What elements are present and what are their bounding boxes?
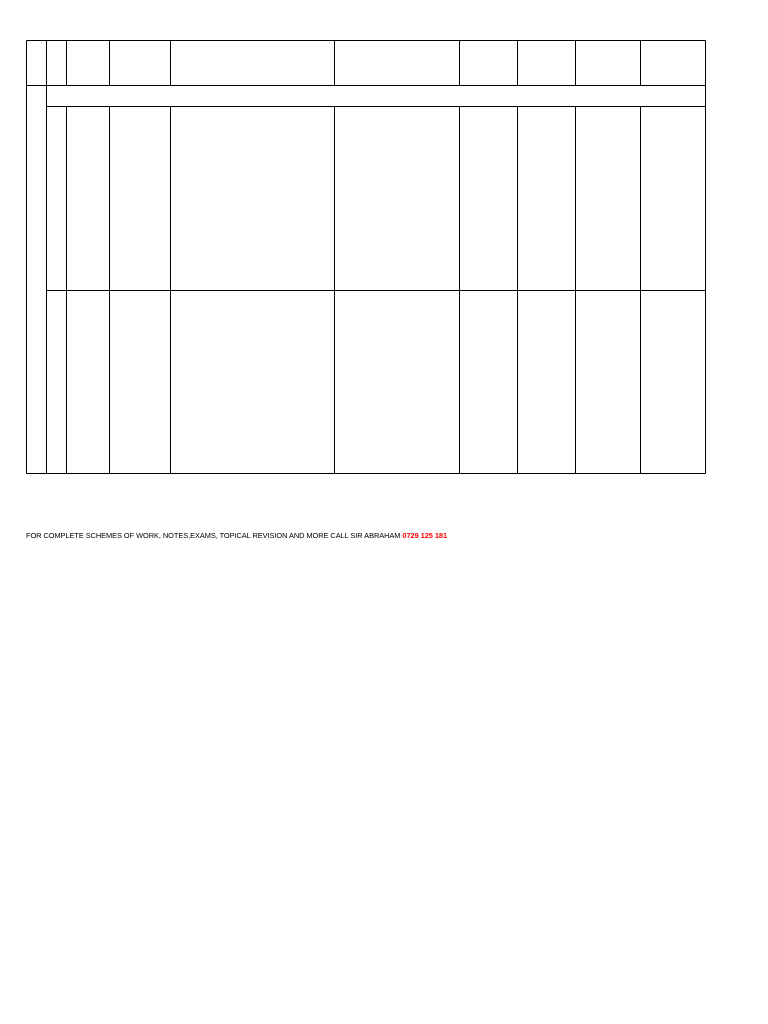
footer-note-text: FOR COMPLETE SCHEMES OF WORK, NOTES,EXAMS, TOPICAL REVISION AND MORE CALL SIR ABRAHAM [26, 531, 401, 540]
footer-phone-number: 0729 125 181 [402, 531, 448, 540]
footer-note [26, 531, 447, 540]
